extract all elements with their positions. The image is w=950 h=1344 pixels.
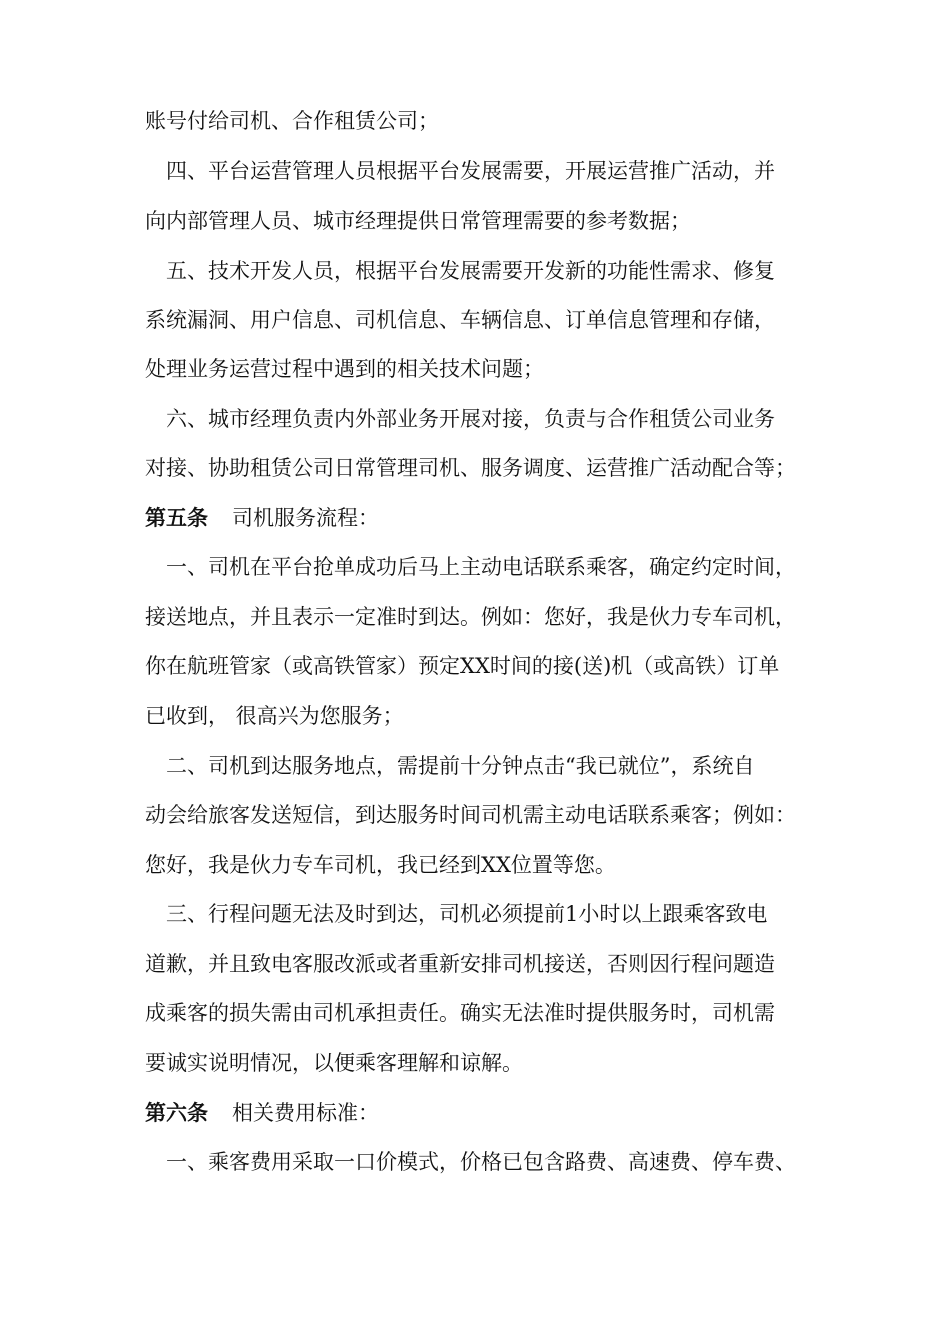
section-label: 第五条: [145, 505, 208, 530]
paragraph-line: 你在航班管家（或高铁管家）预定XX时间的接(送)机（或高铁）订单: [145, 654, 780, 678]
paragraph-line: 对接、协助租赁公司日常管理司机、服务调度、运营推广活动配合等；: [145, 456, 796, 480]
paragraph-line: 二、司机到达服务地点，需提前十分钟点击“我已就位”，系统自: [166, 754, 755, 778]
paragraph-line: 接送地点，并且表示一定准时到达。例如：您好，我是伙力专车司机，: [145, 605, 796, 629]
paragraph-line: 账号付给司机、合作租赁公司；: [145, 109, 439, 133]
paragraph-line: 向内部管理人员、城市经理提供日常管理需要的参考数据；: [145, 209, 691, 233]
paragraph-line: 系统漏洞、用户信息、司机信息、车辆信息、订单信息管理和存储，: [145, 308, 775, 332]
paragraph-line: 一、司机在平台抢单成功后马上主动电话联系乘客，确定约定时间，: [166, 555, 796, 579]
paragraph-line: 道歉，并且致电客服改派或者重新安排司机接送，否则因行程问题造: [145, 952, 775, 976]
paragraph-line: 一、乘客费用采取一口价模式，价格已包含路费、高速费、停车费、: [166, 1150, 796, 1174]
paragraph-line: 五、技术开发人员，根据平台发展需要开发新的功能性需求、修复: [166, 259, 775, 283]
section-title: 相关费用标准：: [232, 1101, 379, 1125]
section-title: 司机服务流程：: [232, 506, 379, 530]
paragraph-line: 成乘客的损失需由司机承担责任。确实无法准时提供服务时，司机需: [145, 1001, 775, 1025]
paragraph-line: 已收到， 很高兴为您服务；: [145, 704, 404, 728]
paragraph-line: 动会给旅客发送短信，到达服务时间司机需主动电话联系乘客；例如：: [145, 803, 796, 827]
paragraph-line: 六、城市经理负责内外部业务开展对接，负责与合作租赁公司业务: [166, 407, 775, 431]
section-label: 第六条: [145, 1100, 208, 1125]
paragraph-line: 三、行程问题无法及时到达，司机必须提前1小时以上跟乘客致电: [166, 902, 768, 926]
section-heading-6: [145, 1095, 825, 1131]
section-heading-5: [145, 500, 825, 536]
paragraph-line: 您好，我是伙力专车司机，我已经到XX位置等您。: [145, 853, 616, 877]
paragraph-line: 四、平台运营管理人员根据平台发展需要，开展运营推广活动，并: [166, 159, 775, 183]
paragraph-line: 要诚实说明情况，以便乘客理解和谅解。: [145, 1051, 523, 1075]
paragraph-line: 处理业务运营过程中遇到的相关技术问题；: [145, 357, 544, 381]
